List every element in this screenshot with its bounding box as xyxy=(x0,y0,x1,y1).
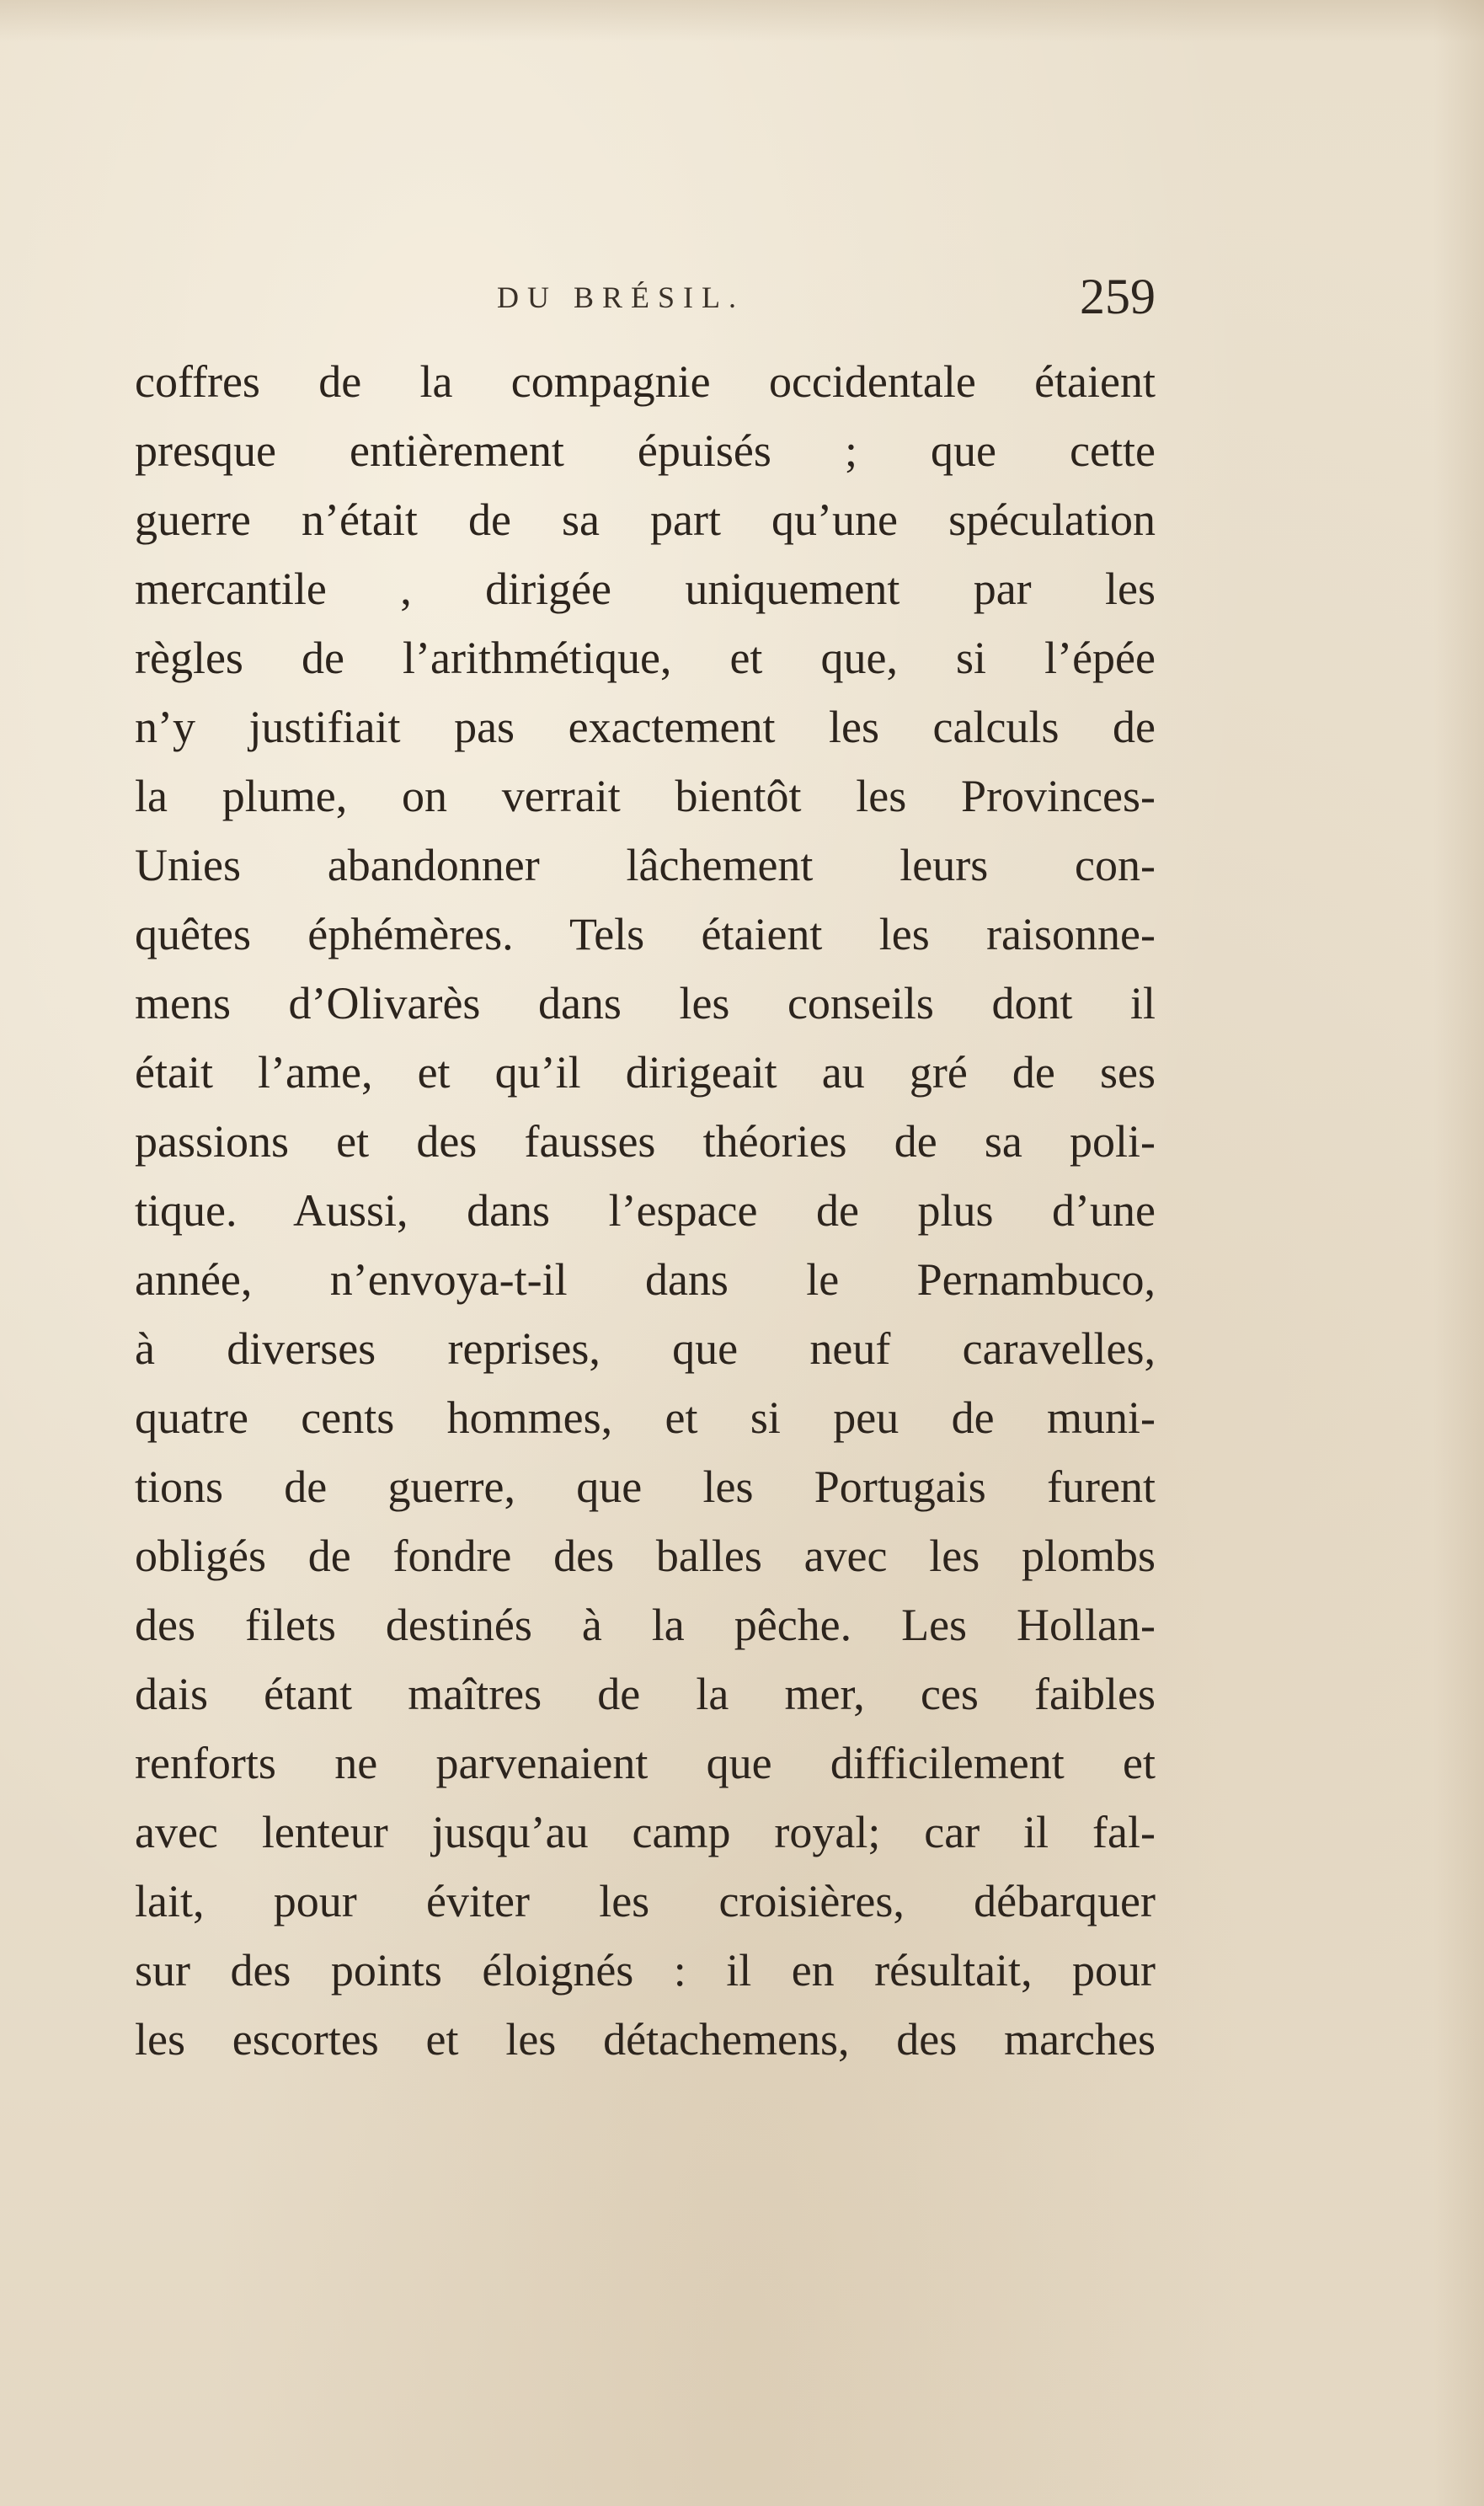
text-line: mens d’Olivarès dans les conseils dont il xyxy=(135,978,1156,1029)
text-line: règles de l’arithmétique, et que, si l’épée xyxy=(135,633,1156,683)
text-line: quêtes éphémères. Tels étaient les raisonne- xyxy=(135,909,1156,959)
text-line: presque entièrement épuisés ; que cette xyxy=(135,425,1156,476)
text-line: n’y justifiait pas exactement les calculs de xyxy=(135,702,1156,752)
page-top-shadow xyxy=(0,0,1484,42)
text-line: sur des points éloignés : il en résultait, pour xyxy=(135,1945,1156,1996)
text-line: année, n’envoya-t-il dans le Pernambuco, xyxy=(135,1254,1156,1305)
text-line: coffres de la compagnie occidentale étaient xyxy=(135,356,1156,407)
running-head xyxy=(135,268,1156,335)
running-title: DU BRÉSIL. xyxy=(497,281,745,314)
page-number: 259 xyxy=(1080,269,1156,324)
body-text xyxy=(135,347,1156,2074)
text-line: était l’ame, et qu’il dirigeait au gré de ses xyxy=(135,1047,1156,1098)
text-line: les escortes et les détachemens, des marches xyxy=(135,2014,1156,2065)
text-line: obligés de fondre des balles avec les plombs xyxy=(135,1531,1156,1581)
text-line: Unies abandonner lâchement leurs con- xyxy=(135,840,1156,890)
page-right-shadow xyxy=(1433,0,1484,2506)
text-line: à diverses reprises, que neuf caravelles, xyxy=(135,1323,1156,1374)
text-line: renforts ne parvenaient que difficilement et xyxy=(135,1738,1156,1788)
text-line: tique. Aussi, dans l’espace de plus d’une xyxy=(135,1185,1156,1236)
text-line: tions de guerre, que les Portugais furent xyxy=(135,1461,1156,1512)
text-line: mercantile , dirigée uniquement par les xyxy=(135,564,1156,614)
text-line: avec lenteur jusqu’au camp royal; car il fal- xyxy=(135,1807,1156,1857)
text-line: passions et des fausses théories de sa poli- xyxy=(135,1116,1156,1167)
text-line: la plume, on verrait bientôt les Provinces- xyxy=(135,771,1156,821)
text-line: guerre n’était de sa part qu’une spéculation xyxy=(135,494,1156,545)
text-line: dais étant maîtres de la mer, ces faibles xyxy=(135,1669,1156,1719)
text-line: quatre cents hommes, et si peu de muni- xyxy=(135,1392,1156,1443)
text-line: des filets destinés à la pêche. Les Hollan- xyxy=(135,1600,1156,1650)
text-line: lait, pour éviter les croisières, débarquer xyxy=(135,1876,1156,1926)
